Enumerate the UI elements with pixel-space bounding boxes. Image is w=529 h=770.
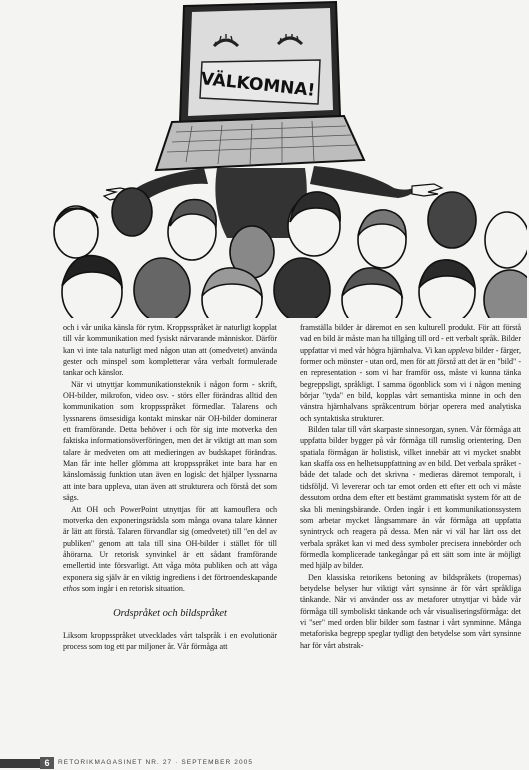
page-footer xyxy=(0,756,529,770)
laptop-screen xyxy=(180,2,340,122)
illustration xyxy=(52,0,527,318)
banner-text: VÄLKOMNA! xyxy=(199,69,317,101)
paragraph-text: bilder - färger, former och mönster - utan ord, men för att xyxy=(300,345,521,367)
left-column xyxy=(63,322,277,652)
emphasis-uppleva: uppleva xyxy=(447,345,474,355)
paragraph: och i vår unika känsla för rytm. Kroppsspråket är naturligt kopplat till vår kommunikation med fysiskt närvarande människor. Därför kan vi inte tala naturligt med någon utan att (omedvetet) använda gester och minspel som kompletterar våra verbalt formulerade tankar och känslor. xyxy=(63,323,277,378)
emphasis-forsta: förstå xyxy=(437,357,456,367)
paragraph xyxy=(300,322,521,424)
paragraph-text: som ingår i en retorisk situation. xyxy=(81,583,185,593)
right-column xyxy=(300,322,521,651)
paragraph: Liksom kroppsspråket utvecklades vårt talspråk i en evolutionär process som tog ett par miljoner år. Vår förmåga att xyxy=(63,630,277,651)
section-heading: Ordspråket och bildspråket xyxy=(113,608,227,620)
page-number: 6 xyxy=(40,757,54,769)
paragraph-text: Att OH och PowerPoint utnyttjas för att kamouflera och motverka den exponeringsrädsla som många ovana talare känner är lätt att förstå. Talaren förvandlar sig (omedvetet) till "en del av publiken" genom att tala till sina OH-bilder i stället för till åhörarna. Ur retorisk synvinkel är ett sådant framförande emellertid inte försvarligt. Att våga möta publiken och att våga exponera sig själv är en viktig ingrediens i det förtroendeskapande xyxy=(63,504,277,582)
paragraph-text: framställa bilder är däremot en sen kulturell produkt. För att förstå vad en bild är måste man ha tillgång till ord - ett verbalt språk. Bilder uppfattar vi med vår högra hjärnhalva. Vi kan xyxy=(300,323,521,355)
paragraph-text: att det är en "bild" - en representation - som vi har framför oss, måste vi kunna tänka begreppsligt, språkligt. I samma ögonblick som vi i någon mening börjar "tyda" en bild, kopplas vårt semantiska minne in och den vänstra hjärnhalvans språkcentrum börjar operera med analytiska och syntaktiska strukturer. xyxy=(300,357,521,423)
magazine-issue: RETORIKMAGASINET NR. 27 · SEPTEMBER 2005 xyxy=(58,759,254,766)
paragraph: När vi utnyttjar kommunikationsteknik i någon form - skrift, OH-bilder, mikrofon, video osv. - störs eller förändras alltid den kommunikation som kroppsspråket förmedlar. Talarens och lyssnarens ömsesidiga kontakt minskar när OH-bilder dominerar ett framförande. Detta behöver i och för sig inte motverka den faktiska informationsöverföringen, men det är viktigt att man som talare är medveten om att medieringen av budskapet förändras. Man får inte heller glömma att kroppsspråket inte bara har en känslomässig funktion utan även en logisk: det hjälper lyssnarna att inte bara uppleva, utan även att strukturera och förstå det som sägs. xyxy=(63,379,277,503)
footer-bar xyxy=(0,759,40,768)
paragraph xyxy=(63,504,277,595)
paragraph: Bilden talar till vårt skarpaste sinnesorgan, synen. Vår förmåga att uppfatta bilder bygger på vår förmåga till rumslig orientering. Den spatiala förmågan är holistisk, vilket innebär att vi mycket snabbt kan skaffa oss en helhetsuppfattning av en bild. Det verbala språket - både det talade och det skrivna - medieras däremot temporalt, i tidsföljd. Vi levererar och tar emot orden ett efter ett och vi måste dessutom ordna dem efter ett bestämt grammatiskt system för att de ska bli meningsbärande. Orden ingår i ett kommunikationssystem som arbetar mycket långsammare än vår förmåga att uppfatta synintryck och reagera på dessa. Men när vi väl har lärt oss det verbala språket kan vi med dess symboler precisera innebörder och förmedla komplicerade tankegångar på ett sätt som inte är möjligt med hjälp av bilder. xyxy=(300,425,521,571)
paragraph: Den klassiska retorikens betoning av bildspråkets (tropernas) betydelse belyser hur viktigt vårt synsinne är för vårt språkliga tänkande. När vi använder oss av metaforer utnyttjar vi både vår förmåga till symboliskt tänkande och vår visualiseringsförmåga: det vi "ser" med orden blir bilder som fastnar i vårt synminne. Många metaforiska begrepp speglar tydligt den betydelse som vårt synsinne har för vårt abstrak- xyxy=(300,572,521,650)
laptop-keyboard xyxy=(156,116,364,170)
ethos-term: ethos xyxy=(63,583,80,593)
